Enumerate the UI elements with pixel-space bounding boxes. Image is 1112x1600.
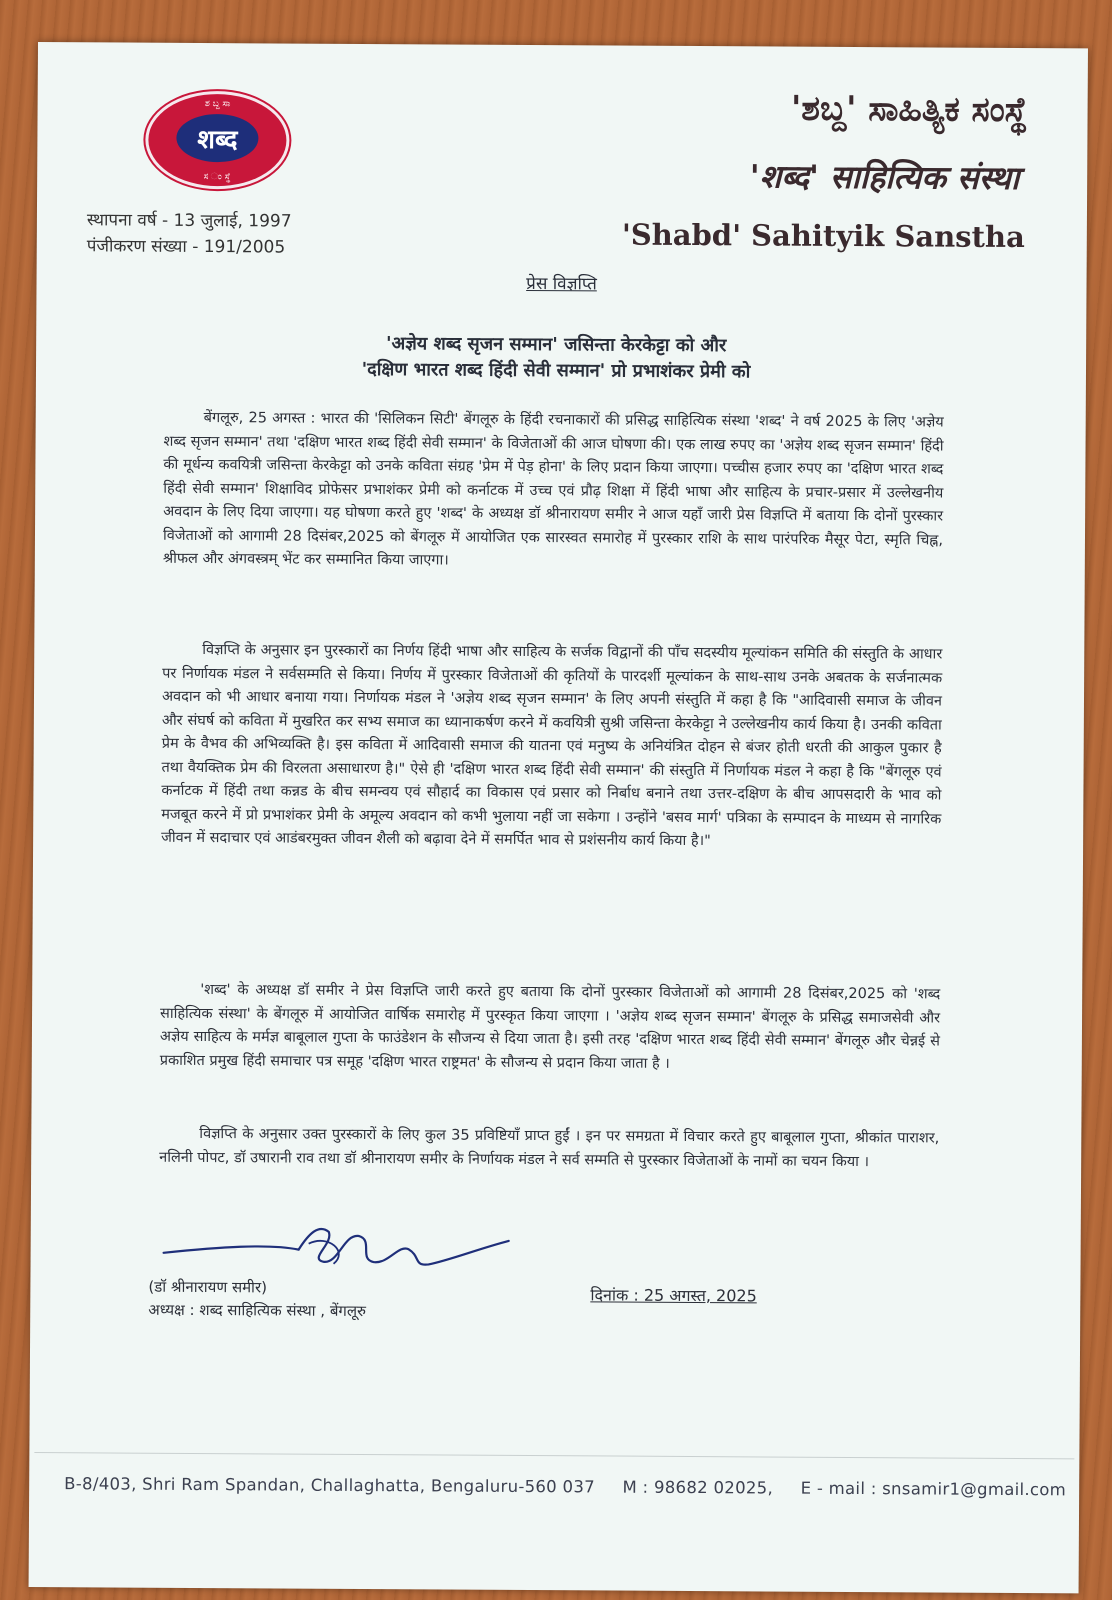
paragraph: 'शब्द' के अध्यक्ष डॉ समीर ने प्रेस विज्ञप्ति जारी करते हुए बताया कि दोनों पुरस्कार विजेताओं को आगामी 28 दिसंबर,2025 को 'शब्द साहित्यिक संस्था' के बेंगलूरु में आयोजित वार्षिक समारोह में पुरस्कृत किया जाएगा । 'अज्ञेय शब्द सृजन सम्मान' बेंगलूरु के प्रसिद्ध समाजसेवी और अज्ञेय साहित्य के मर्मज्ञ बाबूलाल गुप्ता के फाउंडेशन के सौजन्य से दिया जाता है। इसी तरह 'दक्षिण भारत शब्द हिंदी सेवी सम्मान' बेंगलूरु और चेन्नई से प्रकाशित प्रमुख हिंदी समाचार पत्र समूह 'दक्षिण भारत राष्ट्रमत' के सौजन्य से प्रदान किया जाता है । (159, 982, 941, 1072)
press-release-heading: प्रेस विज्ञप्ति (526, 273, 597, 295)
paragraph: विज्ञप्ति के अनुसार इन पुरस्कारों का निर्णय हिंदी भाषा और साहित्य के सर्जक विद्वानों की पाँच सदस्यीय मूल्यांकन समिति की संस्तुति के आधार पर निर्णायक मंडल ने सर्वसम्मति से किया। निर्णय में पुरस्कार विजेताओं की कृतियों के पारदर्शी मूल्यांकन के साथ-साथ उनके अबतक के सर्जनात्मक अवदान को भी आधार बनाया गया। निर्णायक मंडल ने 'अज्ञेय शब्द सृजन सम्मान' के लिए अपनी संस्तुति में कहा है कि "आदिवासी समाज के जीवन और संघर्ष को कविता में मुखरित कर सभ्य समाज का ध्यानाकर्षण करने में कवयित्री सुश्री जसिन्ता केरकेट्टा ने उल्लेखनीय कार्य किया है। उनकी कविता प्रेम के वैभव की अभिव्यक्ति है। इस कविता में आदिवासी समाज की यातना एवं मनुष्य के अनियंत्रित दोहन से बंजर होती धरती की आकुल पुकार है तथा वैयक्तिक प्रेम की विरलता असाधारण है।" ऐसे ही 'दक्षिण भारत शब्द हिंदी सेवी सम्मान' की संस्तुति में निर्णायक मंडल ने कहा है कि "बेंगलूरु एवं कर्नाटक में हिंदी तथा कन्नड के बीच समन्वय एवं सौहार्द का विकास एवं प्रसार को निर्बाध बनाने तथा उत्तर-दक्षिण के बीच आपसदारी के भाव को मजबूत करने में प्रो प्रभाशंकर प्रेमी के अमूल्य अवदान को कभी भुलाया नहीं जा सकेगा । उन्होंने 'बसव मार्ग' पत्रिका के सम्पादन के माध्यम से नागरिक जीवन में सदाचार एवं आडंबरमुक्त जीवन शैली को बढ़ावा देने में समर्पित भाव से प्रशंसनीय कार्य किया है।" (161, 642, 943, 850)
footer-contact (64, 1474, 1067, 1500)
footer-mobile: M : 98682 02025, (622, 1477, 774, 1498)
press-release-body (159, 407, 944, 1170)
establishment-info (87, 207, 292, 260)
signatory-designation: अध्यक्ष : शब्द साहित्यिक संस्था , बेंगलूरु (148, 1300, 367, 1321)
signatory (148, 1276, 366, 1323)
footer-email: E - mail : snsamir1@gmail.com (800, 1478, 1067, 1500)
letterhead-page (29, 42, 1088, 1593)
org-title-hindi: 'शब्द' साहित्यिक संस्था (749, 157, 1020, 197)
signatory-name: (डॉ श्रीनारायण समीर) (148, 1277, 268, 1297)
registration-number: पंजीकरण संख्या - 191/2005 (86, 236, 286, 258)
org-title-english: 'Shabd' Sahityik Sanstha (621, 217, 1025, 255)
logo-ring-top-text: ಶ ಬ್ದ ಸಾ (204, 99, 231, 110)
handwritten-signature (158, 1203, 518, 1285)
logo-center-text: शब्द (197, 124, 238, 156)
paragraph: बेंगलूरु, 25 अगस्त : भारत की 'सिलिकन सिटी' बेंगलूरु के हिंदी रचनाकारों की प्रसिद्ध साहित्यिक संस्था 'शब्द' ने वर्ष 2025 के लिए 'अज्ञेय शब्द सृजन सम्मान' तथा 'दक्षिण भारत शब्द हिंदी सेवी सम्मान' के विजेताओं की आज घोषणा की। एक लाख रुपए का 'अज्ञेय शब्द सृजन सम्मान' हिंदी की मूर्धन्य कवयित्री जसिन्ता केरकेट्टा को उनके कविता संग्रह 'प्रेम में पेड़ होना' के लिए प्रदान किया जाएगा। पच्चीस हजार रुपए का 'दक्षिण भारत शब्द हिंदी सेवी सम्मान' शिक्षाविद प्रोफेसर प्रभाशंकर प्रेमी को कर्नाटक में उच्च एवं प्रौढ़ शिक्षा में हिंदी भाषा और साहित्य के प्रचार-प्रसार में उल्लेखनीय अवदान के लिए दिया जाएगा। यह घोषणा करते हुए 'शब्द' के अध्यक्ष डॉ श्रीनारायण समीर ने आज यहाँ जारी प्रेस विज्ञप्ति में बताया कि दोनों पुरस्कार विजेताओं को आगामी 28 दिसंबर,2025 को बेंगलूरु में आयोजित एक सारस्वत समारोह में पुरस्कार राशि के साथ पारंपरिक मैसूर पेटा, स्मृति चिह्न, श्रीफल और अंगवस्त्रम् भेंट कर सम्मानित किया जाएगा। (162, 410, 944, 569)
footer-divider (34, 1452, 1074, 1459)
logo-ring-bottom-text: ಸ ಂ ಸ್ಥೆ (203, 172, 231, 183)
headline (156, 330, 956, 387)
headline-line-1: 'अज्ञेय शब्द सृजन सम्मान' जसिन्ता केरकेट्टा को और (385, 333, 727, 357)
org-title-kannada: 'ಶಬ್ದ' ಸಾಹಿತ್ಯಿಕ ಸಂಸ್ಥೆ (790, 88, 1028, 131)
release-date: दिनांक : 25 अगस्त, 2025 (590, 1285, 757, 1306)
footer-address: B-8/403, Shri Ram Spandan, Challaghatta, Bengaluru-560 037 (64, 1474, 596, 1497)
headline-line-2: 'दक्षिण भारत शब्द हिंदी सेवी सम्मान' प्रो प्रभाशंकर प्रेमी को (361, 358, 751, 383)
logo-center (176, 114, 258, 163)
established-date: स्थापना वर्ष - 13 जुलाई, 1997 (86, 210, 292, 232)
paragraph: विज्ञप्ति के अनुसार उक्त पुरस्कारों के लिए कुल 35 प्रविष्टियाँ प्राप्त हुईं । इन पर समग्रता में विचार करते हुए बाबूलाल गुप्ता, श्रीकांत पाराशर, नलिनी पोपट, डॉ उषारानी राव तथा डॉ श्रीनारायण समीर के निर्णायक मंडल ने सर्व सम्मति से पुरस्कार विजेताओं के नामों का चयन किया । (159, 1126, 940, 1170)
shabd-logo (145, 91, 290, 190)
